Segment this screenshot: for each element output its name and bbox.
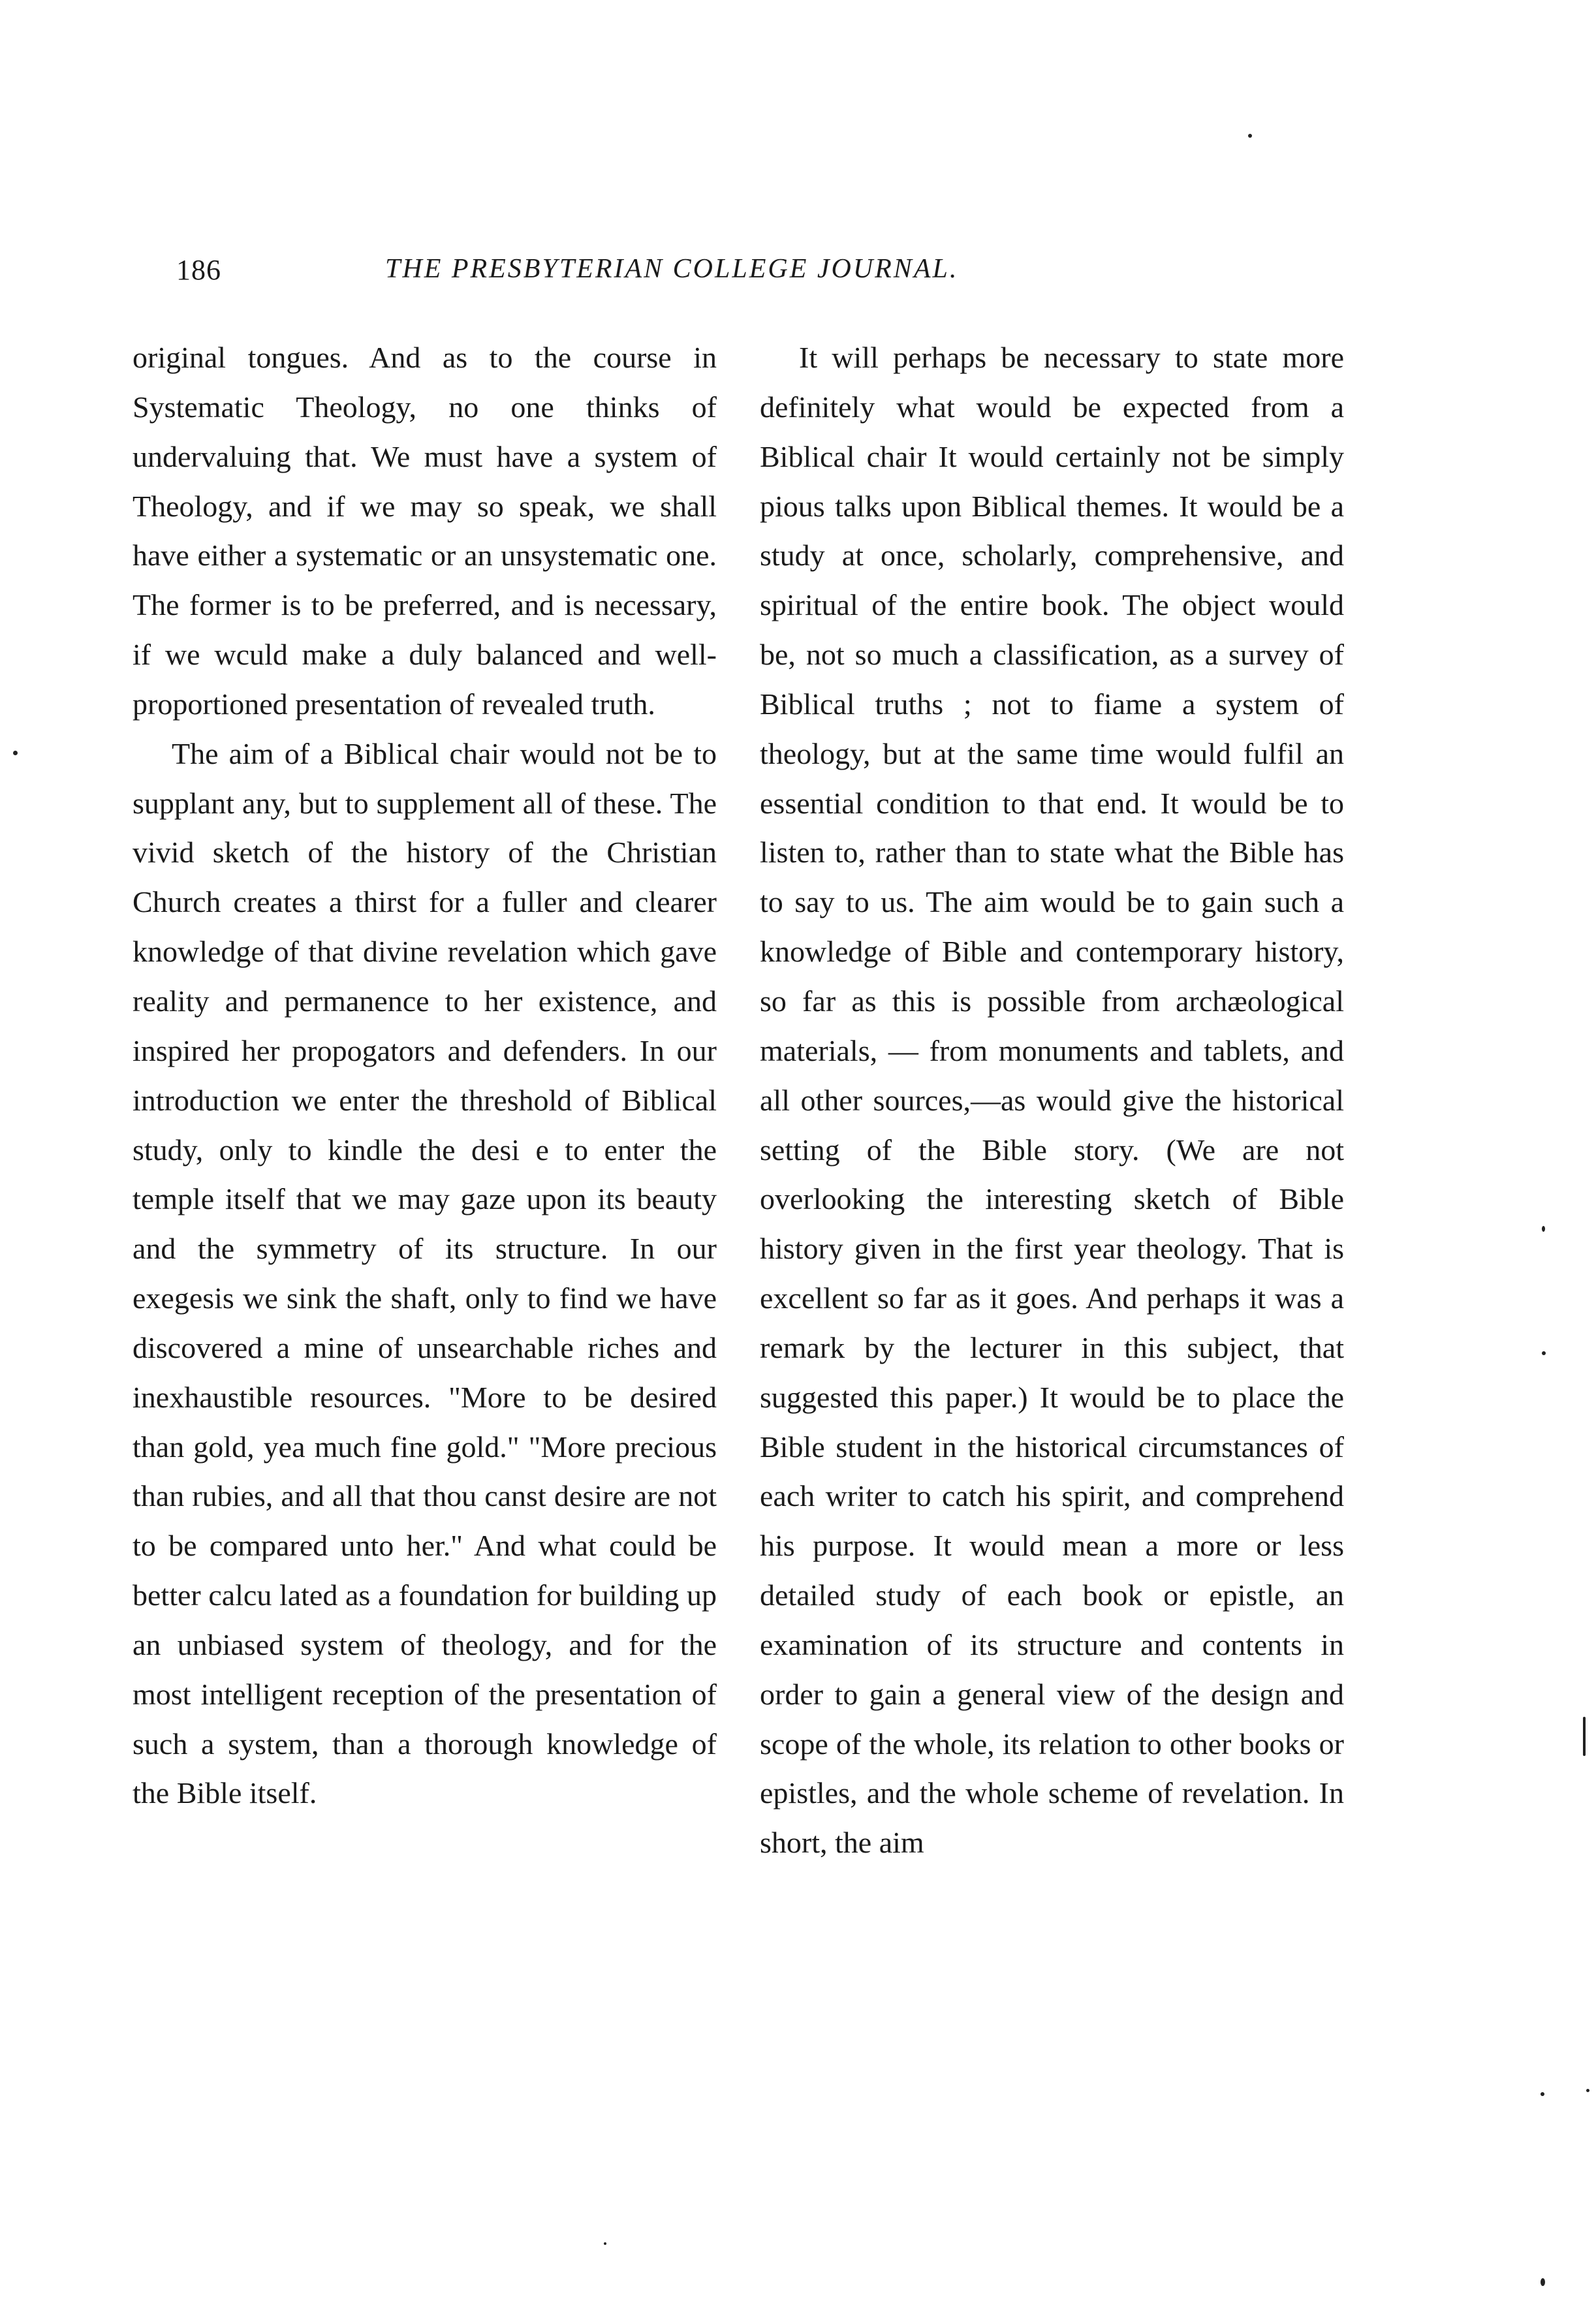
- scan-speck: [13, 751, 18, 755]
- scan-speck: [1586, 2089, 1589, 2092]
- scan-speck: [1541, 2092, 1544, 2096]
- left-column: [133, 333, 717, 1818]
- scan-speck: [1542, 1226, 1545, 1232]
- scan-speck: [604, 2242, 606, 2245]
- scan-speck: [1248, 134, 1252, 138]
- page-number: 186: [176, 254, 221, 286]
- running-title: THE PRESBYTERIAN COLLEGE JOURNAL.: [385, 254, 959, 284]
- left-paragraph-2: The aim of a Biblical chair would not be to supplant any, but to supplement all of these. The vivid sketch of the history of the Christian Church creates a thirst for a fuller and clearer knowledge of that divine revelation which gave reality and permanence to her existence, and inspired her propogators and defenders. In our introduction we enter the threshold of Biblical study, only to kindle the desi e to enter the temple itself that we may gaze upon its beauty and the symmetry of its structure. In our exegesis we sink the shaft, only to find we have discovered a mine of unsearchable riches and inexhaustible resources. "More to be desired than gold, yea much fine gold." "More precious than rubies, and all that thou canst desire are not to be compared unto her." And what could be better calcu lated as a foundation for building up an unbiased system of theology, and for the most intelligent reception of the presentation of such a system, than a thorough knowledge of the Bible itself.: [133, 736, 717, 1810]
- right-paragraph-1: It will perhaps be necessary to state more definitely what would be expected from a Biblical chair It would certainly not be simply pious talks upon Biblical themes. It would be a study at once, scholarly, comprehensive, and spiritual of the entire book. The object would be, not so much a classification, as a survey of Biblical truths ; not to fiame a system of theology, but at the same time would fulfil an essential condition to that end. It would be to listen to, rather than to state what the Bible has to say to us. The aim would be to gain such a knowledge of Bible and contemporary history, so far as this is possible from archæological materials, — from monuments and tablets, and all other sources,—as would give the historical setting of the Bible story. (We are not overlooking the interesting sketch of Bible history given in the first year theology. That is excellent so far as it goes. And perhaps it was a remark by the lecturer in this subject, that suggested this paper.) It would be to place the Bible student in the historical circumstances of each writer to catch his spirit, and comprehend his purpose. It would mean a more or less detailed study of each book or epistle, an examination of its structure and contents in order to gain a general view of the design and scope of the whole, its relation to other books or epistles, and the whole scheme of revelation. In short, the aim: [760, 341, 1344, 1860]
- right-column: [760, 333, 1344, 1868]
- scan-speck: [1542, 1351, 1546, 1355]
- left-paragraph-1: original tongues. And as to the course in Systematic Theology, no one thinks of undervaluing that. We must have a system of Theology, and if we may so speak, we shall have either a systematic or an unsystematic one. The former is to be preferred, and is necessary, if we wculd make a duly balanced and well-proportioned presentation of revealed truth.: [133, 341, 717, 721]
- scan-speck: [1541, 2278, 1545, 2286]
- scan-speck: [1583, 1717, 1586, 1756]
